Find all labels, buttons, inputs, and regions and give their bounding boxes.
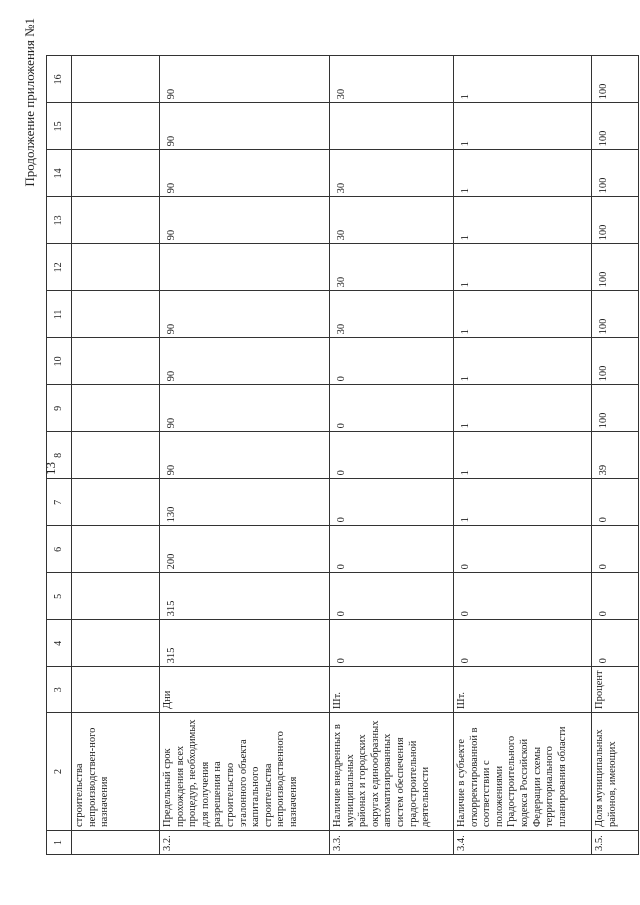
value-cell: 0 xyxy=(330,385,454,432)
value-cell xyxy=(72,385,160,432)
value-cell: 39 xyxy=(592,432,639,479)
row-number: 3.4. xyxy=(454,831,592,855)
value-cell: 100 xyxy=(592,244,639,291)
value-cell xyxy=(330,103,454,150)
value-cell xyxy=(72,150,160,197)
value-cell: 130 xyxy=(160,479,330,526)
table-row xyxy=(454,56,592,855)
indicator-name: строительства непроизводствен-ного назначения xyxy=(72,713,160,831)
row-number: 3.5. xyxy=(592,831,639,855)
column-header: 5 xyxy=(47,573,72,620)
value-cell: 315 xyxy=(160,620,330,667)
value-cell: 0 xyxy=(454,620,592,667)
value-cell: 0 xyxy=(330,526,454,573)
value-cell: 1 xyxy=(454,291,592,338)
value-cell xyxy=(72,244,160,291)
value-cell: 90 xyxy=(160,150,330,197)
unit: Шт. xyxy=(454,667,592,713)
value-cell xyxy=(72,479,160,526)
value-cell: 100 xyxy=(592,385,639,432)
value-cell: 90 xyxy=(160,338,330,385)
column-header: 14 xyxy=(47,150,72,197)
column-header: 9 xyxy=(47,385,72,432)
value-cell: 100 xyxy=(592,56,639,103)
unit xyxy=(72,667,160,713)
value-cell: 1 xyxy=(454,432,592,479)
value-cell xyxy=(72,338,160,385)
value-cell: 0 xyxy=(454,573,592,620)
value-cell: 315 xyxy=(160,573,330,620)
value-cell xyxy=(72,573,160,620)
page-number: 13 xyxy=(43,462,58,475)
column-header: 8 xyxy=(47,432,72,479)
value-cell: 100 xyxy=(592,150,639,197)
indicators-table xyxy=(46,55,639,855)
value-cell: 1 xyxy=(454,150,592,197)
row-number xyxy=(72,831,160,855)
value-cell xyxy=(72,197,160,244)
unit: Дни xyxy=(160,667,330,713)
value-cell: 0 xyxy=(330,479,454,526)
value-cell: 0 xyxy=(330,338,454,385)
value-cell xyxy=(72,56,160,103)
value-cell: 90 xyxy=(160,103,330,150)
value-cell xyxy=(72,103,160,150)
value-cell: 90 xyxy=(160,197,330,244)
column-header: 10 xyxy=(47,338,72,385)
table-row xyxy=(160,56,330,855)
value-cell xyxy=(72,620,160,667)
column-header: 6 xyxy=(47,526,72,573)
indicator-name: Предельный срок прохождения всех процедур, необходимых для получения разрешения на строительство эталонного объекта капитального строительства непроизводственного назначения xyxy=(160,713,330,831)
value-cell: 90 xyxy=(160,432,330,479)
value-cell: 0 xyxy=(592,479,639,526)
column-header: 13 xyxy=(47,197,72,244)
value-cell: 1 xyxy=(454,197,592,244)
value-cell: 0 xyxy=(592,573,639,620)
value-cell: 1 xyxy=(454,479,592,526)
value-cell: 0 xyxy=(592,526,639,573)
value-cell: 90 xyxy=(160,56,330,103)
value-cell: 0 xyxy=(330,620,454,667)
value-cell: 0 xyxy=(330,432,454,479)
value-cell: 100 xyxy=(592,197,639,244)
value-cell: 1 xyxy=(454,56,592,103)
column-header: 15 xyxy=(47,103,72,150)
column-header: 11 xyxy=(47,291,72,338)
value-cell: 0 xyxy=(592,620,639,667)
value-cell: 100 xyxy=(592,291,639,338)
value-cell: 90 xyxy=(160,291,330,338)
value-cell xyxy=(72,432,160,479)
value-cell: 30 xyxy=(330,244,454,291)
column-header: 2 xyxy=(47,713,72,831)
row-number: 3.3. xyxy=(330,831,454,855)
value-cell: 1 xyxy=(454,385,592,432)
column-header: 12 xyxy=(47,244,72,291)
value-cell: 30 xyxy=(330,291,454,338)
unit: Шт. xyxy=(330,667,454,713)
column-header: 7 xyxy=(47,479,72,526)
value-cell: 100 xyxy=(592,338,639,385)
row-number: 3.2. xyxy=(160,831,330,855)
table-header-row xyxy=(47,56,72,855)
value-cell: 30 xyxy=(330,150,454,197)
appendix-title: Продолжение приложения №1 xyxy=(22,18,37,187)
table-row xyxy=(72,56,160,855)
indicator-name: Наличие внедренных в муниципальных районах и городских округах единообразных автоматизированных систем обеспечения градостроительной деятельности xyxy=(330,713,454,831)
value-cell: 1 xyxy=(454,103,592,150)
column-header: 4 xyxy=(47,620,72,667)
table-row xyxy=(592,56,639,855)
indicator-name: Доля муниципальных районов, имеющих xyxy=(592,713,639,831)
value-cell: 100 xyxy=(592,103,639,150)
value-cell xyxy=(72,526,160,573)
value-cell: 1 xyxy=(454,244,592,291)
value-cell: 0 xyxy=(454,526,592,573)
value-cell xyxy=(160,244,330,291)
table-row xyxy=(330,56,454,855)
column-header: 1 xyxy=(47,831,72,855)
indicator-name: Наличие в субъекте откорректированной в соответствии с положениями Градостроительного кодекса Российской Федерации схемы территориального планирования области xyxy=(454,713,592,831)
value-cell: 1 xyxy=(454,338,592,385)
unit: Процент xyxy=(592,667,639,713)
value-cell: 0 xyxy=(330,573,454,620)
value-cell: 30 xyxy=(330,197,454,244)
value-cell: 30 xyxy=(330,56,454,103)
value-cell xyxy=(72,291,160,338)
value-cell: 90 xyxy=(160,385,330,432)
column-header: 3 xyxy=(47,667,72,713)
column-header: 16 xyxy=(47,56,72,103)
value-cell: 200 xyxy=(160,526,330,573)
